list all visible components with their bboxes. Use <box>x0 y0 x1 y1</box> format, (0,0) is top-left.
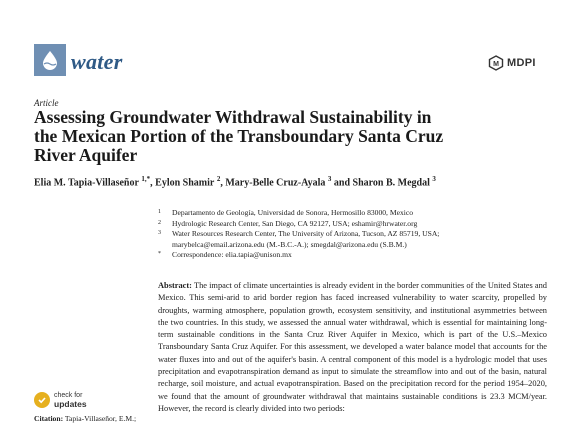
check-updates-line2: updates <box>54 399 87 409</box>
affiliation-number: 2 <box>158 219 161 226</box>
article-type: Article <box>34 98 59 108</box>
affiliation-text: marybelca@email.arizona.edu (M.-B.C.-A.); smegdal@arizona.edu (S.B.M.) <box>172 239 407 249</box>
mdpi-hexagon-icon <box>488 55 504 71</box>
affiliation-text: Hydrologic Research Center, San Diego, CA 92127, USA; eshamir@hrwater.org <box>172 218 418 228</box>
check-for-updates-badge[interactable] <box>34 392 87 408</box>
affiliation-number: 1 <box>158 209 161 215</box>
journal-logo <box>34 44 66 76</box>
authors-conjunction: and <box>333 177 351 189</box>
check-updates-line1: check for <box>54 392 83 399</box>
publisher-name: MDPI <box>507 57 536 69</box>
author-name[interactable]: Elia M. Tapia-Villaseñor <box>34 177 139 189</box>
abstract-label: Abstract: <box>158 281 192 290</box>
affiliations <box>158 208 558 261</box>
water-drop-icon <box>39 49 61 71</box>
affiliation-number: 3 <box>158 230 161 236</box>
citation-label: Citation: <box>34 414 64 423</box>
affiliation-item <box>158 229 558 240</box>
author-name[interactable]: Sharon B. Megdal <box>352 177 430 189</box>
check-updates-icon <box>34 392 50 408</box>
affiliation-item-continued <box>158 240 558 251</box>
publisher-logo <box>488 55 536 71</box>
author-affiliation-mark: 1,* <box>141 175 151 183</box>
correspondence-text: Correspondence: elia.tapia@unison.mx <box>172 250 292 259</box>
abstract-text: The impact of climate uncertainties is already evident in the border communities of the United States and Mexico. This semi-arid to arid border region has faced increased vulnerability to water scarcity, propelled by droughts, warming atmosphere, population growth, ecosystem sensitivity, and institutional asymmetries between the two countries. In this study, we assessed the annual water withdrawal, which is essential for maintaining long-term sustainable conditions in the Santa Cruz River Aquifer in Mexico, which is part of the U.S.–Mexico Transboundary Santa Cruz Aquifer. For this assessment, we developed a water balance model that accounts for the water fluxes into and out of the aquifer's basin. A central component of this model is a hydrologic model that uses precipitation and evapotranspiration demand as input to simulate the streamflow into and out of the basin, natural recharge, soil moisture, and actual evapotranspiration. Based on the precipitation record for the period 1954–2020, we found that the amount of groundwater withdrawal that maintains sustainable conditions is 23.3 MCM/year. However, the record is clearly divided into two periods: <box>158 281 547 413</box>
abstract <box>158 280 547 415</box>
paper-title: Assessing Groundwater Withdrawal Sustainability in the Mexican Portion of the Transboundary Santa Cruz River Aquifer <box>34 107 444 165</box>
citation <box>34 414 136 423</box>
affiliation-item <box>158 208 558 219</box>
correspondence-item <box>158 250 558 261</box>
author-list: Elia M. Tapia-Villaseñor $^{1,*}$, Eylon Shamir $^2$, Mary-Belle Cruz-Ayala $^3$ and Sharon B. Megdal $^3$ <box>34 175 436 189</box>
author-name[interactable]: Mary-Belle Cruz-Ayala <box>225 177 326 189</box>
author-affiliation-mark: 3 <box>432 175 436 183</box>
author-affiliation-mark: 2 <box>216 175 221 183</box>
affiliation-number: * <box>158 251 161 257</box>
author-affiliation-mark: 3 <box>327 175 332 183</box>
affiliation-item <box>158 219 558 230</box>
affiliation-text: Water Resources Research Center, The University of Arizona, Tucson, AZ 85719, USA; <box>172 229 440 238</box>
affiliation-text: Departamento de Geología, Universidad de Sonora, Hermosillo 83000, Mexico <box>172 208 414 217</box>
author-name[interactable]: Eylon Shamir <box>155 177 215 189</box>
svg-text:M: M <box>493 61 499 68</box>
citation-text: Tapia-Villaseñor, E.M.; <box>64 414 137 423</box>
journal-name: water <box>71 49 123 74</box>
